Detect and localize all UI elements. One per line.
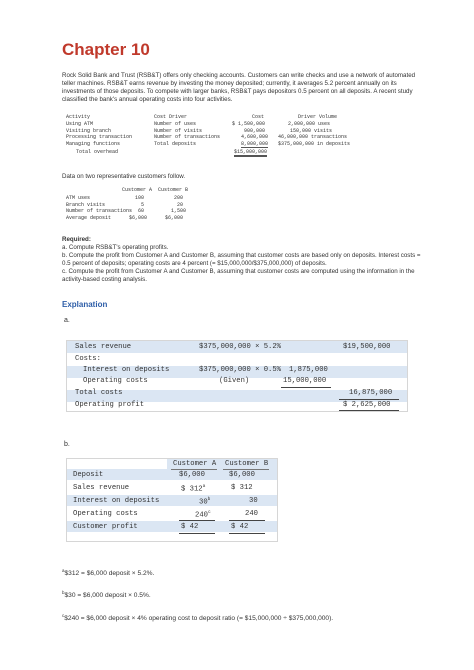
customer-profit-b: $ 42 [231, 523, 249, 531]
sales-revenue-label: Sales revenue [75, 343, 132, 351]
customer-row-label: ATM uses [66, 195, 91, 201]
total-costs-label: Total costs [75, 389, 123, 397]
part-b-label: b. [64, 441, 70, 448]
interest-b: 30 [249, 497, 258, 505]
cost-driver-header: Cost Driver [154, 114, 188, 120]
footnote-mark-b: b [207, 497, 211, 502]
sales-revenue-calc: $375,000,000 × 5.2% [199, 343, 281, 351]
cost-header: Cost [252, 114, 265, 120]
activity-cell: Using ATM [66, 121, 94, 127]
customer-a-cell: 5 [141, 201, 145, 208]
problem-intro: Rock Solid Bank and Trust (RSB&T) offers only checking accounts. Customers can write checks and use a network of automated teller machines. RSB&T earns revenue by investing the money deposited; currently, it averages 5.2 percent annually on its investments of those deposits. To compete with larger banks, RSB&T pays depositors 0.5 percent on all deposits. A recent study classified the bank's annual operating costs into four activities. [62, 72, 416, 103]
required-c: c. Compute the profit from Customer A and Customer B, assuming that customer costs are computed using the information in the activity-based costing analysis. [62, 268, 415, 283]
customer-profit-label: Customer profit [73, 523, 138, 531]
customer-b-cell: $6,000 [165, 214, 184, 221]
driver-cell: Number of uses [154, 121, 197, 127]
interest-label: Interest on deposits [73, 497, 160, 505]
operating-costs-calc: (Given) [219, 377, 250, 385]
customer-b-cell: 200 [174, 195, 184, 201]
required-a: a. Compute RSB&T's operating profits. [62, 244, 169, 251]
operating-profit-label: Operating profit [75, 401, 145, 409]
customer-b-header: Customer B [158, 187, 189, 193]
footnote-c: $^c$\$240 = $6,000 deposit × 4% operating cost to deposit ratio (= $15,000,000 ÷ $375,000,000). [62, 613, 334, 623]
driver-volume-header: Driver Volume [298, 114, 338, 120]
deposit-b: $6,000 [229, 471, 255, 479]
customer-row-label: Branch visits [66, 201, 106, 208]
activity-table [66, 114, 366, 160]
total-costs-value: 16,875,000 [349, 389, 393, 397]
cost-cell: 8,000,000 [241, 140, 269, 147]
interest-value: 1,875,000 [289, 366, 328, 374]
driver-cell: Number of visits [154, 127, 203, 134]
customer-a-cell: 100 [135, 195, 145, 201]
customer-row-label: Average deposit [66, 214, 112, 221]
customer-b-column: Customer B [225, 460, 269, 468]
customer-a-cell: $6,000 [129, 214, 148, 221]
total-overhead-value: $15,000,000 [234, 149, 267, 157]
footnote-mark-a: a [202, 484, 206, 489]
operating-profit-value: $ 2,625,000 [343, 401, 391, 409]
driver-cell: Total deposits [154, 140, 197, 147]
data-intro: Data on two representative customers follow. [62, 173, 186, 180]
sales-revenue-b: $ 312 [231, 484, 253, 492]
activity-header: Activity [66, 114, 91, 120]
required-section [62, 236, 422, 284]
customer-b-cell: 20 [177, 201, 184, 208]
explanation-title: Explanation [62, 300, 108, 309]
total-overhead-label: Total overhead [76, 149, 119, 155]
footnote-b: $^b$\$30 = $6,000 deposit × 0.5%. [62, 590, 151, 600]
chapter-title: Chapter 10 [62, 40, 150, 59]
interest-label: Interest on deposits [83, 366, 170, 374]
volume-cell: 150,000 visits [290, 127, 333, 134]
operating-costs-b: 240 [245, 510, 258, 518]
customer-a-column: Customer A [173, 460, 217, 468]
activity-cell: Managing functions [66, 140, 121, 147]
customer-b-cell: 1,500 [171, 208, 187, 214]
cost-cell: $ 1,500,000 [232, 121, 266, 127]
footnote-mark-c: c [207, 510, 211, 515]
footnote-a: $^a$\$312 = $6,000 deposit × 5.2%. [62, 568, 155, 578]
interest-calc: $375,000,000 × 0.5% [199, 366, 281, 374]
operating-costs-a: 240$^c$ [195, 510, 211, 520]
customer-a-cell: 60 [138, 208, 145, 214]
volume-cell: $375,000,000 in deposits [278, 140, 351, 147]
required-b: b. Compute the profit from Customer A and Customer B, assuming that customer costs are based only on deposits. Interest costs = 0.5 percent of deposits; operating costs are 4 percent (= $15,000,000/$375,000,000) of deposits. [62, 252, 421, 267]
customer-row-label: Number of transactions [66, 208, 133, 214]
volume-cell: 46,000,000 transactions [278, 134, 348, 140]
sales-revenue-a: $ 312$^a$ [181, 484, 206, 494]
sales-revenue-value: $19,500,000 [343, 343, 391, 351]
operating-costs-label: Operating costs [73, 510, 138, 518]
interest-a: 30$^b$ [199, 497, 211, 507]
part-a-label: a. [64, 317, 70, 324]
costs-label: Costs: [75, 355, 101, 363]
activity-cell: Processing transaction [66, 134, 133, 140]
cost-cell: 900,000 [244, 127, 266, 134]
volume-cell: 2,000,000 uses [288, 121, 331, 127]
driver-cell: Number of transactions [154, 134, 221, 140]
cost-cell: 4,600,000 [241, 134, 269, 140]
required-heading: Required: [62, 236, 91, 243]
operating-costs-value: 15,000,000 [283, 377, 327, 385]
customer-a-header: Customer A [122, 187, 153, 193]
part-a-table [66, 340, 408, 412]
deposit-a: $6,000 [179, 471, 205, 479]
customer-profit-a: $ 42 [181, 523, 199, 531]
sales-revenue-label: Sales revenue [73, 484, 130, 492]
deposit-label: Deposit [73, 471, 104, 479]
customer-table [66, 187, 206, 223]
operating-costs-label: Operating costs [83, 377, 148, 385]
part-b-table [66, 458, 278, 542]
activity-cell: Visiting branch [66, 127, 112, 134]
